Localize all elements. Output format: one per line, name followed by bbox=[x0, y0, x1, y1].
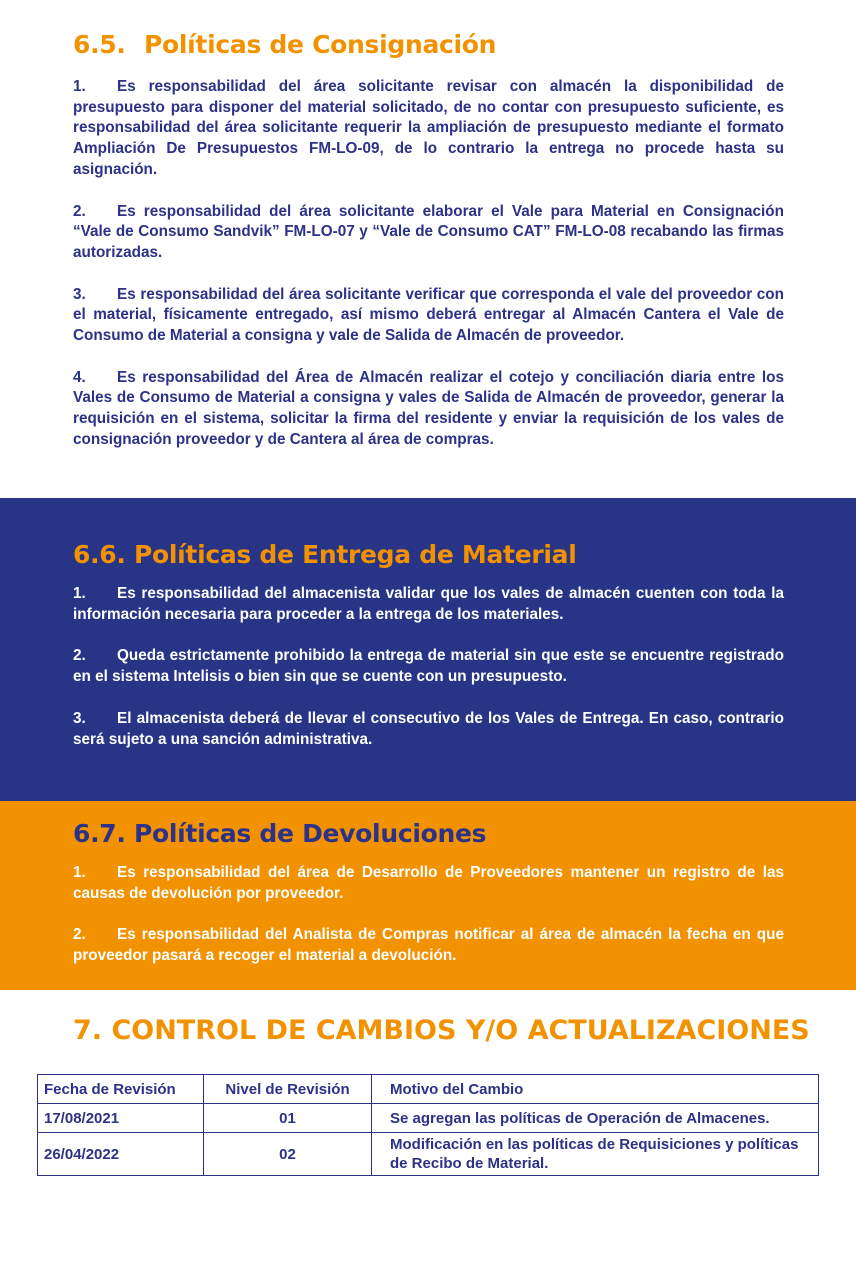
policy-item bbox=[73, 285, 784, 347]
cell-nivel: 01 bbox=[204, 1104, 372, 1133]
item-number: 2. bbox=[73, 647, 86, 665]
policy-item bbox=[73, 709, 784, 750]
cell-motivo: Modificación en las políticas de Requisiciones y políticas de Recibo de Material. bbox=[372, 1133, 819, 1176]
header-motivo: Motivo del Cambio bbox=[372, 1075, 819, 1104]
item-text: Es responsabilidad del Analista de Compras notificar al área de almacén la fecha en que proveedor pasará a recoger el material a devolución. bbox=[73, 926, 784, 965]
item-number: 1. bbox=[73, 78, 86, 95]
item-text: Es responsabilidad del Área de Almacén realizar el cotejo y conciliación diaria entre los Vales de Consumo de Material a consigna y vales de Salida de Almacén de proveedor, generar la requisición en el sistema, solicitar la firma del residente y enviar la requisición de los vales de consignación proveedor y de Cantera al área de compras. bbox=[73, 368, 784, 448]
item-number: 1. bbox=[73, 585, 86, 602]
item-number: 2. bbox=[73, 926, 86, 944]
item-text: Queda estrictamente prohibido la entrega de material sin que este se encuentre registrado en el sistema Intelisis o bien sin que se cuente con un presupuesto. bbox=[73, 647, 784, 686]
item-number: 2. bbox=[73, 202, 86, 220]
policy-item bbox=[73, 368, 784, 451]
policy-item bbox=[73, 584, 784, 625]
policy-list bbox=[73, 584, 784, 771]
item-text: Es responsabilidad del área de Desarrollo de Proveedores mantener un registro de las causas de devolución por proveedor. bbox=[73, 864, 784, 902]
item-text: Es responsabilidad del área solicitante elaborar el Vale para Material en Consignación “Vale de Consumo Sandvik” FM-LO-07 y “Vale de Consumo CAT” FM-LO-08 recabando las firmas autorizadas. bbox=[73, 202, 784, 261]
policy-item bbox=[73, 863, 784, 904]
item-text: Es responsabilidad del almacenista validar que los vales de almacén cuenten con toda la información necesaria para proceder a la entrega de los materiales. bbox=[73, 585, 784, 623]
header-fecha: Fecha de Revisión bbox=[38, 1075, 204, 1104]
cell-fecha: 26/04/2022 bbox=[38, 1133, 204, 1176]
policy-list bbox=[73, 77, 784, 472]
section-control-cambios bbox=[0, 990, 856, 1280]
policy-item bbox=[73, 925, 784, 966]
section-heading bbox=[73, 30, 496, 59]
table-row bbox=[38, 1104, 819, 1133]
policy-list bbox=[73, 863, 784, 988]
policy-item bbox=[73, 77, 784, 181]
cell-motivo: Se agregan las políticas de Operación de Almacenes. bbox=[372, 1104, 819, 1133]
item-number: 3. bbox=[73, 285, 86, 303]
header-nivel: Nivel de Revisión bbox=[204, 1075, 372, 1104]
section-number: 6.5. bbox=[73, 30, 126, 59]
section-consignacion bbox=[0, 0, 856, 498]
item-number: 3. bbox=[73, 709, 86, 727]
section-title: 6.7. Políticas de Devoluciones bbox=[73, 819, 487, 848]
item-text: Es responsabilidad del área solicitante revisar con almacén la disponibilidad de presupuesto para disponer del material solicitado, de no contar con presupuesto suficiente, es responsabilidad del área solicitante requerir la ampliación de presupuesto mediante el formato Ampliación De Presupuestos FM-LO-09, de lo contrario la entrega no procede hasta su asignación. bbox=[73, 78, 784, 178]
table-header-row bbox=[38, 1075, 819, 1104]
cell-fecha: 17/08/2021 bbox=[38, 1104, 204, 1133]
section-title: Políticas de Consignación bbox=[144, 30, 497, 59]
change-log-table bbox=[37, 1074, 819, 1176]
item-text: Es responsabilidad del área solicitante verificar que corresponda el vale del proveedor con el material, físicamente entregado, así mismo deberá entregar al Almacén Cantera el Vale de Consumo de Material a consigna y vale de Salida de Almacén de proveedor. bbox=[73, 285, 784, 345]
section-title: 6.6. Políticas de Entrega de Material bbox=[73, 540, 577, 569]
section-devoluciones bbox=[0, 801, 856, 990]
policy-item bbox=[73, 646, 784, 687]
section-entrega-material bbox=[0, 498, 856, 801]
table-row bbox=[38, 1133, 819, 1176]
item-number: 1. bbox=[73, 864, 86, 881]
item-number: 4. bbox=[73, 368, 86, 386]
policy-item bbox=[73, 202, 784, 264]
cell-nivel: 02 bbox=[204, 1133, 372, 1176]
item-text: El almacenista deberá de llevar el consecutivo de los Vales de Entrega. En caso, contrario será sujeto a una sanción administrativa. bbox=[73, 709, 784, 748]
section-title: 7. CONTROL DE CAMBIOS Y/O ACTUALIZACIONES bbox=[73, 1015, 810, 1046]
